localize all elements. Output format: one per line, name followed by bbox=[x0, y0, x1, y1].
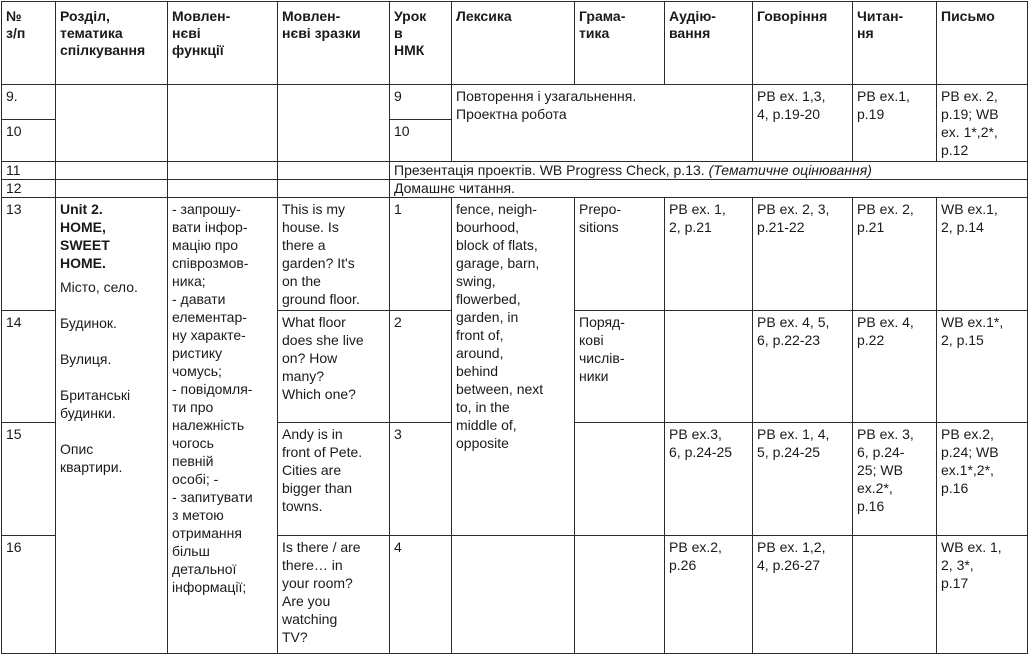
row-15-writing: PB ex.2, p.24; WB ex.1*,2*, p.16 bbox=[937, 423, 1028, 536]
table-row-9 bbox=[2, 85, 1028, 120]
curriculum-table bbox=[1, 1, 1028, 654]
row-14-speaking: PB ex. 4, 5, 6, p.22-23 bbox=[753, 311, 853, 423]
row-16-lesson: 4 bbox=[390, 536, 452, 654]
row-13-num: 13 bbox=[2, 198, 56, 311]
header-num: № з/п bbox=[2, 2, 56, 85]
topic-british-houses: Британські будинки. bbox=[60, 387, 131, 421]
row-13-speaking: PB ex. 2, 3, p.21-22 bbox=[753, 198, 853, 311]
table-row-13 bbox=[2, 198, 1028, 311]
header-samples: Мовлен- нєві зразки bbox=[278, 2, 390, 85]
row-9-review: Повторення і узагальнення. Проектна робота bbox=[452, 85, 753, 162]
unit-title: Unit 2. HOME, SWEET HOME. bbox=[60, 201, 110, 271]
row-14-samples: What floor does she live on? How many? Which one? bbox=[278, 311, 390, 423]
row-14-num: 14 bbox=[2, 311, 56, 423]
row-12-num: 12 bbox=[2, 180, 56, 198]
row-10-lesson: 10 bbox=[390, 120, 452, 162]
row-9-writing: PB ex. 2, p.19; WB ex. 1*,2*, p.12 bbox=[937, 85, 1028, 162]
row-15-num: 15 bbox=[2, 423, 56, 536]
header-speaking: Говоріння bbox=[753, 2, 853, 85]
row-9-lesson: 9 bbox=[390, 85, 452, 120]
header-listening: Аудію- вання bbox=[665, 2, 753, 85]
row-16-grammar bbox=[575, 536, 665, 654]
table-row-12 bbox=[2, 180, 1028, 198]
speech-functions-cell: - запрошу- вати інфор- мацію про співрозмов- ника; - давати елементар- ну характе- ристику чомусь; - повідомля- ти про належність чогось певній особі; - - запитувати з метою отримання більш детальної інформації; bbox=[168, 198, 278, 654]
row-16-listening: PB ex.2, p.26 bbox=[665, 536, 753, 654]
topic-street: Вулиця. bbox=[60, 351, 112, 367]
row-9-reading: PB ex.1, p.19 bbox=[853, 85, 937, 162]
topic-village: Місто, село. bbox=[60, 279, 138, 295]
row-9-section bbox=[56, 85, 168, 162]
row-13-grammar: Prepo- sitions bbox=[575, 198, 665, 311]
row-16-writing: WB ex. 1, 2, 3*, p.17 bbox=[937, 536, 1028, 654]
row-11-assessment: (Тематичне оцінювання) bbox=[708, 162, 872, 178]
row-9-num: 9. bbox=[2, 85, 56, 120]
row-15-listening: PB ex.3, 6, p.24-25 bbox=[665, 423, 753, 536]
row-13-listening: PB ex. 1, 2, p.21 bbox=[665, 198, 753, 311]
row-9-functions bbox=[168, 85, 278, 162]
header-writing: Письмо bbox=[937, 2, 1028, 85]
header-lesson: Урок в НМК bbox=[390, 2, 452, 85]
row-14-writing: WB ex.1*, 2, p.15 bbox=[937, 311, 1028, 423]
row-15-grammar bbox=[575, 423, 665, 536]
row-13-lesson: 1 bbox=[390, 198, 452, 311]
header-functions: Мовлен- нєві функції bbox=[168, 2, 278, 85]
row-15-speaking: PB ex. 1, 4, 5, p.24-25 bbox=[753, 423, 853, 536]
row-9-speaking: PB ex. 1,3, 4, p.19-20 bbox=[753, 85, 853, 162]
row-16-num: 16 bbox=[2, 536, 56, 654]
row-11-num: 11 bbox=[2, 162, 56, 180]
row-16-vocab bbox=[452, 536, 575, 654]
row-14-reading: PB ex. 4, p.22 bbox=[853, 311, 937, 423]
header-row bbox=[2, 2, 1028, 85]
row-9-samples bbox=[278, 85, 390, 162]
row-14-listening bbox=[665, 311, 753, 423]
row-15-samples: Andy is in front of Pete. Cities are bigger than towns. bbox=[278, 423, 390, 536]
row-16-samples: Is there / are there… in your room? Are you watching TV? bbox=[278, 536, 390, 654]
header-reading: Читан- ня bbox=[853, 2, 937, 85]
row-11-presentation bbox=[390, 162, 1028, 180]
row-13-writing: WB ex.1, 2, p.14 bbox=[937, 198, 1028, 311]
row-10-num: 10 bbox=[2, 120, 56, 162]
topic-flat-description: Опис квартири. bbox=[60, 441, 123, 475]
vocabulary-cell: fence, neigh- bourhood, block of flats, garage, barn, swing, flowerbed, garden, in front of, around, behind between, next to, in the middle of, opposite bbox=[452, 198, 575, 536]
row-14-grammar: Поряд- кові числів- ники bbox=[575, 311, 665, 423]
row-15-lesson: 3 bbox=[390, 423, 452, 536]
row-12-home-reading: Домашнє читання. bbox=[390, 180, 1028, 198]
row-11-empty-functions bbox=[168, 162, 278, 180]
row-14-lesson: 2 bbox=[390, 311, 452, 423]
header-vocab: Лексика bbox=[452, 2, 575, 85]
row-16-speaking: PB ex. 1,2, 4, p.26-27 bbox=[753, 536, 853, 654]
row-16-reading bbox=[853, 536, 937, 654]
header-section: Розділ, тематика спілкування bbox=[56, 2, 168, 85]
row-13-reading: PB ex. 2, p.21 bbox=[853, 198, 937, 311]
header-grammar: Грама- тика bbox=[575, 2, 665, 85]
row-12-empty-section bbox=[56, 180, 168, 198]
topic-house: Будинок. bbox=[60, 315, 117, 331]
row-12-empty-functions bbox=[168, 180, 278, 198]
row-11-empty-section bbox=[56, 162, 168, 180]
row-11-text: Презентація проектів. WB Progress Check, p.13. bbox=[394, 162, 705, 178]
row-12-empty-samples bbox=[278, 180, 390, 198]
row-11-empty-samples bbox=[278, 162, 390, 180]
row-15-reading: PB ex. 3, 6, p.24- 25; WB ex.2*, p.16 bbox=[853, 423, 937, 536]
row-13-samples: This is my house. Is there a garden? It's on the ground floor. bbox=[278, 198, 390, 311]
unit-section-cell bbox=[56, 198, 168, 654]
table-row-11 bbox=[2, 162, 1028, 180]
